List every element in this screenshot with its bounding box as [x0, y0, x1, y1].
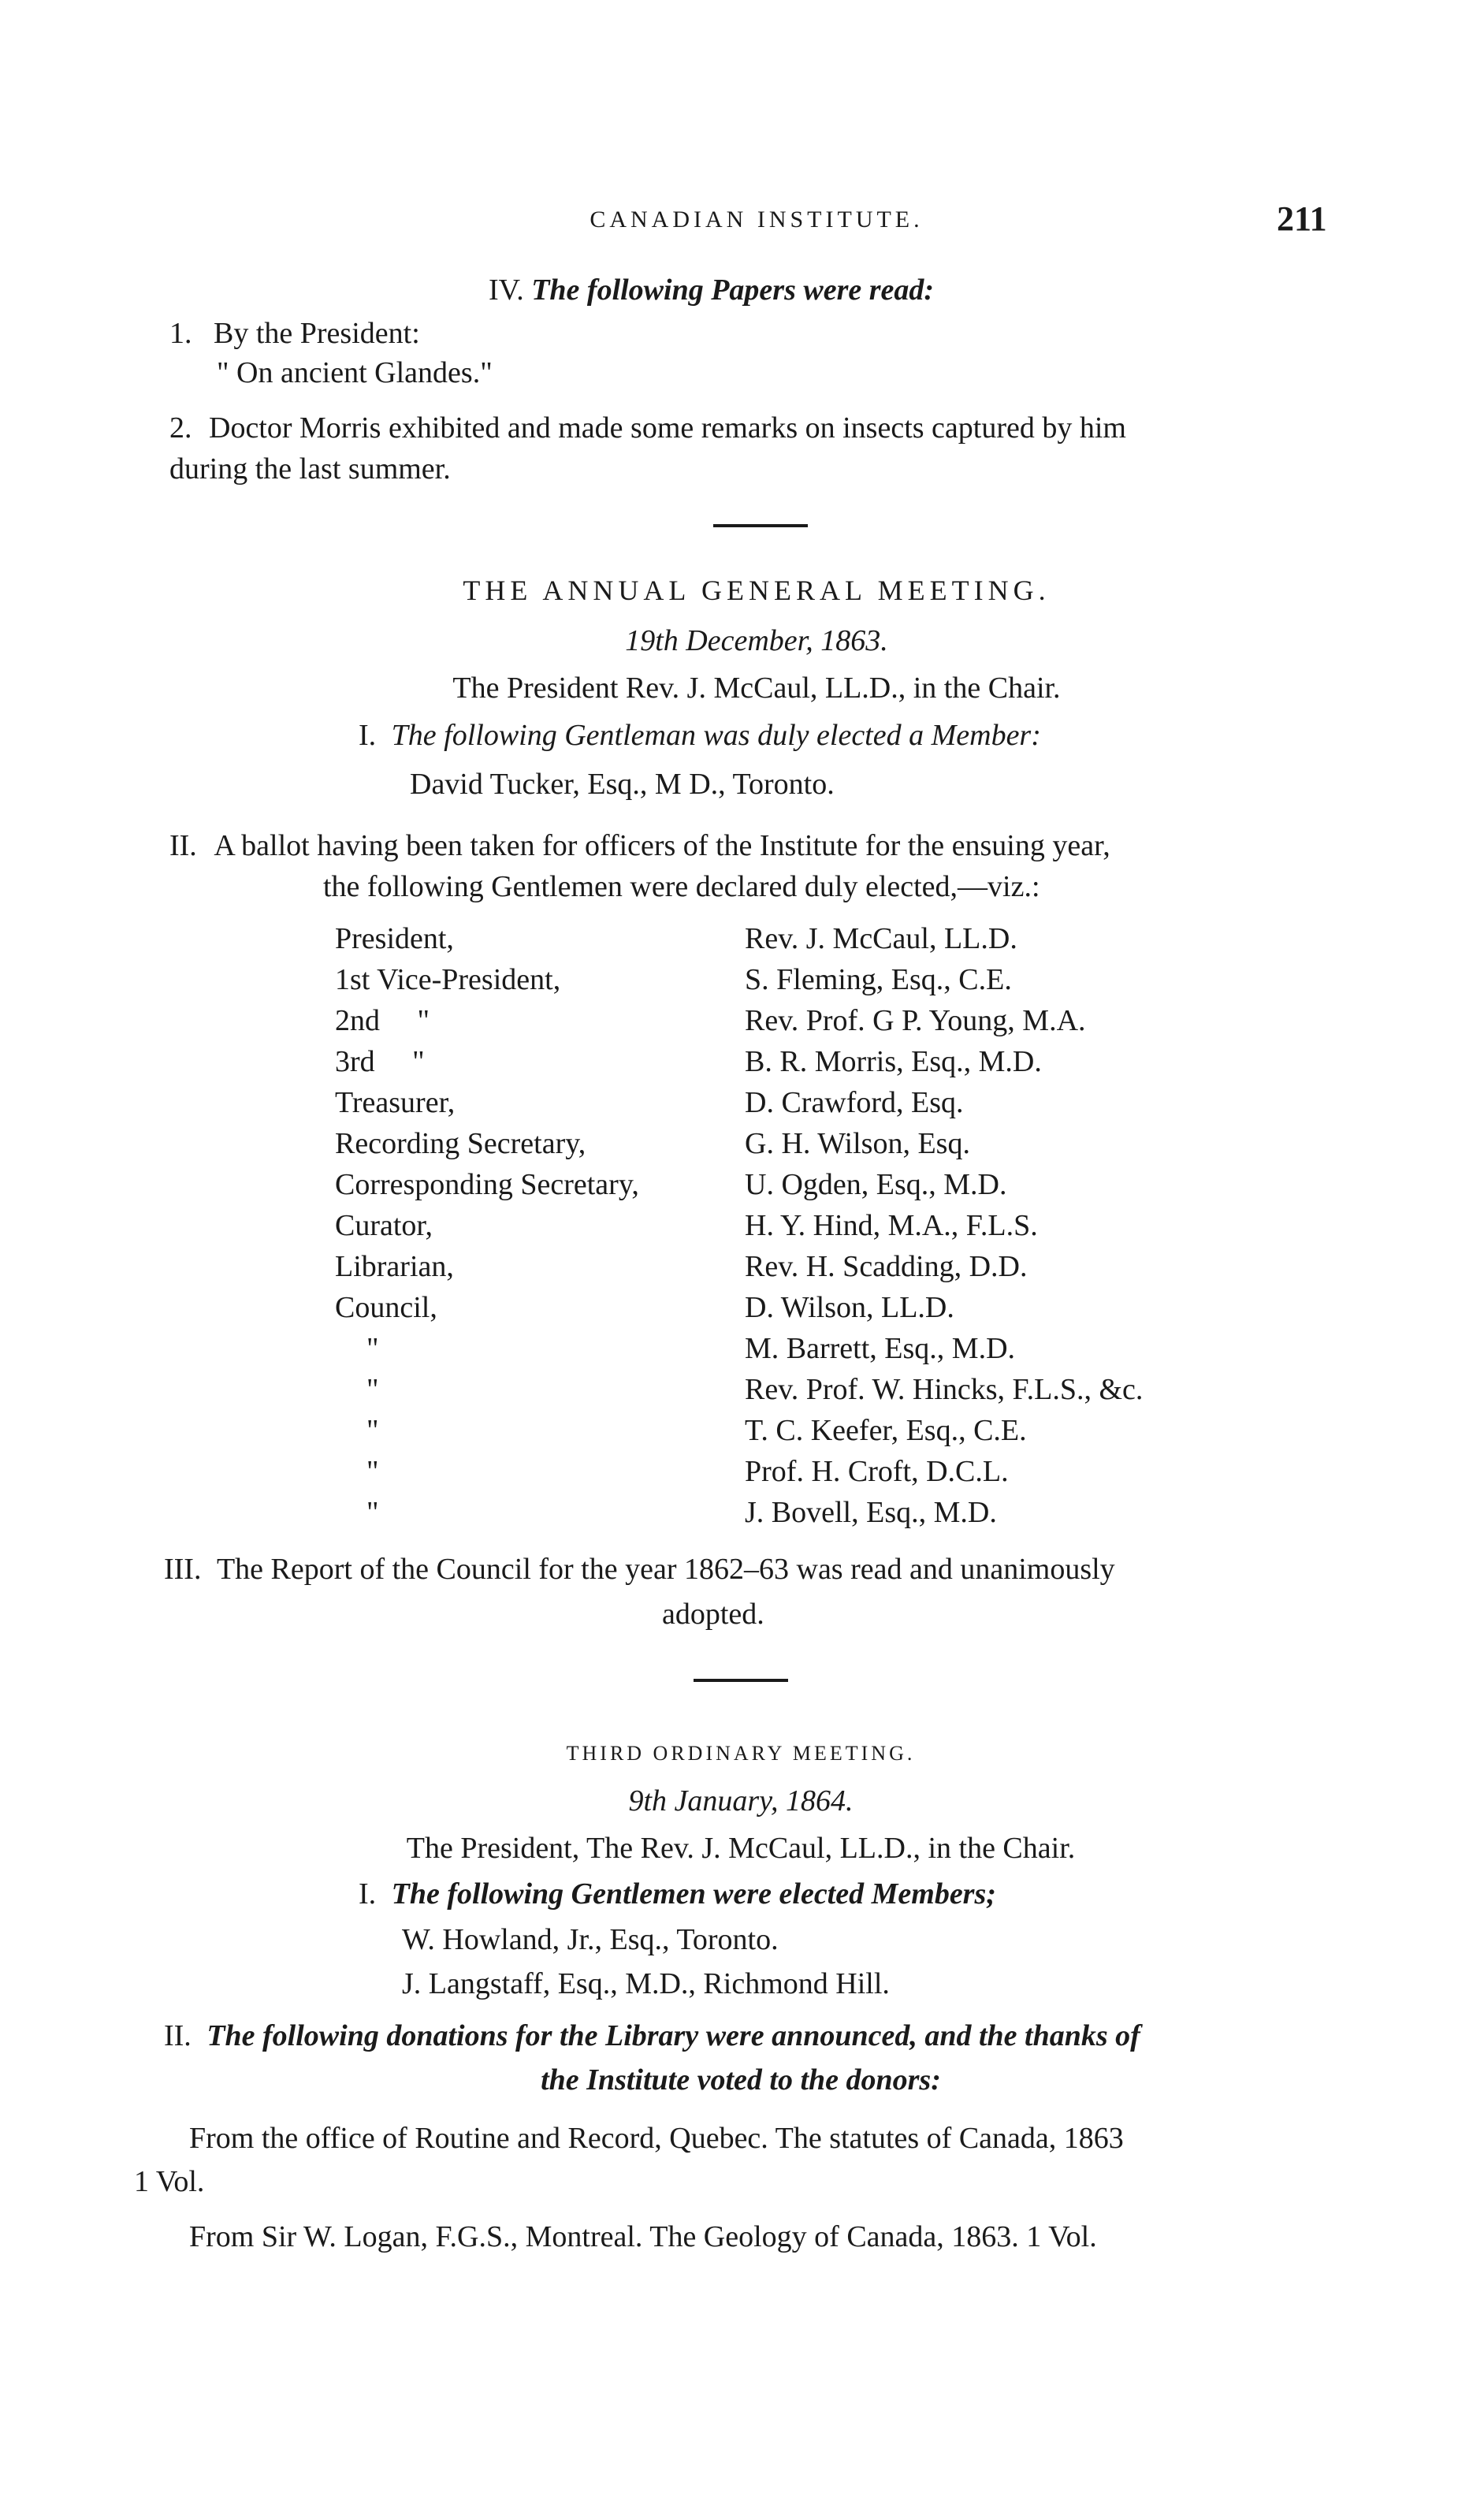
item-number: II. — [169, 829, 197, 862]
officer-name: M. Barrett, Esq., M.D. — [745, 1332, 1016, 1365]
officer-office: Recording Secretary, — [335, 1127, 586, 1160]
donation-1-cont: 1 Vol. — [134, 2165, 205, 2198]
officer-name: G. H. Wilson, Esq. — [745, 1127, 970, 1160]
item-number: I. — [359, 1877, 377, 1911]
officer-office: Council, — [335, 1291, 437, 1324]
third-item-1 — [359, 1876, 996, 1912]
officer-office: 3rd " — [335, 1045, 425, 1078]
section-iv-item-1 — [169, 315, 420, 352]
elected-member-1: W. Howland, Jr., Esq., Toronto. — [402, 1923, 779, 1956]
officer-office: " — [366, 1496, 379, 1529]
officer-name: B. R. Morris, Esq., M.D. — [745, 1045, 1042, 1078]
officer-name: J. Bovell, Esq., M.D. — [745, 1496, 997, 1529]
officer-name: Prof. H. Croft, D.C.L. — [745, 1455, 1009, 1488]
item-text: The following Gentlemen were elected Members; — [391, 1877, 996, 1911]
officer-office: 1st Vice-President, — [335, 963, 561, 996]
officer-name: Rev. Prof. W. Hincks, F.L.S., &c. — [745, 1373, 1144, 1406]
elected-member: David Tucker, Esq., M D., Toronto. — [410, 768, 835, 801]
third-item-2-cont: the Institute voted to the donors: — [541, 2063, 941, 2097]
item-number: I. — [359, 719, 377, 752]
running-title: CANADIAN INSTITUTE. — [590, 206, 924, 233]
officer-office: " — [366, 1455, 379, 1488]
item-text: By the President: — [214, 317, 420, 350]
officer-office: " — [366, 1414, 379, 1447]
officer-office: " — [366, 1373, 379, 1406]
annual-item-2 — [169, 828, 1352, 864]
officer-office: Corresponding Secretary, — [335, 1168, 639, 1201]
officer-name: S. Fleming, Esq., C.E. — [745, 963, 1012, 996]
section-divider — [713, 524, 808, 527]
third-item-2 — [164, 2018, 1354, 2054]
section-iv-number: IV. — [489, 273, 524, 307]
item-number: II. — [164, 2019, 192, 2052]
officer-office: Curator, — [335, 1209, 433, 1242]
annual-meeting-title: THE ANNUAL GENERAL MEETING. — [463, 575, 1051, 606]
officer-name: T. C. Keefer, Esq., C.E. — [745, 1414, 1027, 1447]
officer-office: President, — [335, 922, 454, 955]
officer-name: U. Ogden, Esq., M.D. — [745, 1168, 1007, 1201]
section-iv-title: The following Papers were read: — [531, 273, 935, 307]
annual-item-3 — [164, 1551, 1354, 1587]
item-number: 1. — [169, 317, 192, 350]
section-iv-item-2-cont: during the last summer. — [169, 452, 451, 486]
item-text: The following donations for the Library were announced, and the thanks of — [206, 2019, 1140, 2052]
third-meeting-chair: The President, The Rev. J. McCaul, LL.D., in the Chair. — [406, 1832, 1076, 1865]
section-divider — [694, 1679, 788, 1682]
annual-item-1 — [359, 717, 1041, 753]
officer-name: Rev. H. Scadding, D.D. — [745, 1250, 1028, 1283]
donation-1: From the office of Routine and Record, Quebec. The statutes of Canada, 1863 — [189, 2122, 1124, 2155]
item-text: The Report of the Council for the year 1862–63 was read and unanimously — [216, 1553, 1115, 1586]
officer-name: D. Wilson, LL.D. — [745, 1291, 954, 1324]
item-text: The following Gentleman was duly elected a Member: — [391, 719, 1041, 752]
officer-office: Librarian, — [335, 1250, 454, 1283]
officer-office: Treasurer, — [335, 1086, 456, 1119]
section-iv-item-1-title: " On ancient Glandes." — [217, 356, 493, 389]
donation-2: From Sir W. Logan, F.G.S., Montreal. The Geology of Canada, 1863. 1 Vol. — [189, 2220, 1097, 2253]
officer-office: " — [366, 1332, 379, 1365]
item-text: A ballot having been taken for officers of the Institute for the ensuing year, — [214, 829, 1110, 862]
annual-meeting-chair: The President Rev. J. McCaul, LL.D., in the Chair. — [452, 672, 1061, 705]
item-number: 2. — [169, 411, 192, 445]
officer-name: Rev. J. McCaul, LL.D. — [745, 922, 1017, 955]
officer-name: Rev. Prof. G P. Young, M.A. — [745, 1004, 1086, 1037]
third-meeting-date: 9th January, 1864. — [628, 1784, 854, 1818]
officer-name: H. Y. Hind, M.A., F.L.S. — [745, 1209, 1038, 1242]
section-iv-item-2 — [169, 410, 1352, 446]
annual-item-3-cont: adopted. — [662, 1598, 764, 1631]
third-meeting-title: THIRD ORDINARY MEETING. — [566, 1742, 916, 1765]
elected-member-2: J. Langstaff, Esq., M.D., Richmond Hill. — [402, 1967, 890, 2000]
section-iv-heading — [489, 272, 934, 308]
page-number: 211 — [1277, 199, 1327, 238]
item-number: III. — [164, 1553, 202, 1586]
annual-meeting-date: 19th December, 1863. — [625, 624, 888, 657]
officer-name: D. Crawford, Esq. — [745, 1086, 964, 1119]
annual-item-2-cont: the following Gentlemen were declared duly elected,—viz.: — [323, 870, 1040, 903]
officer-office: 2nd " — [335, 1004, 430, 1037]
item-text: Doctor Morris exhibited and made some remarks on insects captured by him — [209, 411, 1126, 445]
